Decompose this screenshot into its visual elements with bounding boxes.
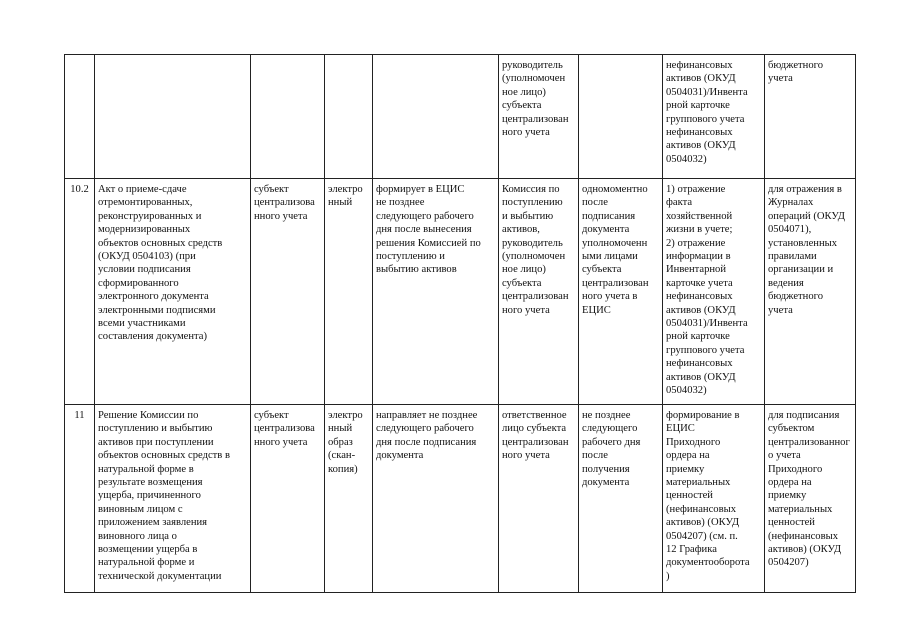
cell-text-line: ущерба, причиненного <box>98 490 201 502</box>
cell-text-line: ордера на <box>666 450 710 462</box>
cell-text-line: образ <box>328 436 353 448</box>
cell-text-line: централизова <box>254 197 315 209</box>
cell-deadline <box>373 55 499 179</box>
cell-purpose <box>765 55 856 179</box>
table-row <box>65 405 856 593</box>
cell-text-line: объектов основных средств в <box>98 450 230 462</box>
cell-text-line: составления документа) <box>98 331 208 343</box>
cell-text-line: следующего рабочего <box>376 210 474 222</box>
cell-text-line: 12 Графика <box>666 544 717 556</box>
cell-text-line: Акт о приеме-сдаче <box>98 184 187 195</box>
cell-text-line: модернизированных <box>98 224 191 236</box>
cell-text-line: централизован <box>502 436 569 448</box>
cell-text-line: активов, <box>502 224 540 236</box>
cell-text-line: (уполномочен <box>502 73 566 85</box>
cell-text-line: ное лицо) <box>502 86 546 98</box>
cell-text-line: лицо субъекта <box>502 423 567 435</box>
cell-text-line: правилами <box>768 251 817 263</box>
cell-text-line: Приходного <box>666 436 721 448</box>
cell-text-line: ведения <box>768 277 804 289</box>
cell-text-line: рной карточке <box>666 331 730 343</box>
cell-text-line: получения <box>582 463 630 475</box>
table-row <box>65 55 856 179</box>
cell-text-line: дня после подписания <box>376 436 477 448</box>
cell-text-line: 0504207) (см. п. <box>666 530 738 542</box>
cell-document <box>95 405 251 593</box>
cell-text-line: дня после вынесения <box>376 224 472 236</box>
cell-text-line: хозяйственной <box>666 210 733 222</box>
cell-text-line: рабочего дня <box>582 436 641 448</box>
cell-text-line: бюджетного <box>768 291 824 303</box>
cell-text-line: централизованног <box>768 436 850 448</box>
cell-text-line: электро <box>328 410 363 421</box>
cell-text-line: натуральной форме и <box>98 557 195 569</box>
cell-text-line: 0504032) <box>666 153 707 165</box>
cell-text-line: формирует в ЕЦИС <box>376 184 465 195</box>
cell-responsible <box>499 405 579 593</box>
cell-format <box>325 405 373 593</box>
cell-text-line: документа <box>376 450 424 462</box>
cell-text-line: ценностей <box>666 490 713 502</box>
cell-text-line: учета <box>768 304 793 316</box>
cell-text-line: Инвентарной <box>666 264 727 276</box>
cell-signing-time <box>579 55 663 179</box>
cell-text-line: централизован <box>502 113 569 125</box>
cell-text-line: приемку <box>768 490 807 502</box>
cell-deadline <box>373 179 499 405</box>
cell-text-line: ЕЦИС <box>666 423 695 435</box>
cell-text-line: ного учета <box>502 304 550 316</box>
cell-text-line: ное лицо) <box>502 264 546 276</box>
cell-text-line: Журналах <box>768 197 814 209</box>
cell-text-line: электро <box>328 184 363 195</box>
cell-text-line: отремонтированных, <box>98 197 193 209</box>
cell-text-line: бюджетного <box>768 60 824 71</box>
cell-text-line: 0504031)/Инвента <box>666 318 748 330</box>
cell-text-line: поступлению <box>502 197 563 209</box>
cell-text-line: централизова <box>254 423 315 435</box>
cell-document <box>95 179 251 405</box>
cell-text-line: материальных <box>768 503 833 515</box>
cell-text-line: централизован <box>502 291 569 303</box>
cell-purpose <box>765 179 856 405</box>
cell-text-line: подписания <box>582 210 636 222</box>
cell-text-line: для подписания <box>768 410 840 421</box>
cell-text-line: нного учета <box>254 436 308 448</box>
cell-processing <box>663 405 765 593</box>
cell-text-line: ) <box>666 570 670 582</box>
cell-text-line: ыми лицами <box>582 251 638 263</box>
cell-text-line: не позднее <box>376 197 425 209</box>
cell-text-line: 0504031)/Инвента <box>666 86 748 98</box>
cell-text-line: возмещении ущерба в <box>98 544 198 556</box>
document-flow-table <box>64 54 856 593</box>
cell-text-line: следующего рабочего <box>376 423 474 435</box>
cell-text-line: 0504071), <box>768 224 812 236</box>
cell-text-line: документооборота <box>666 557 750 569</box>
cell-number: 10.2 <box>65 179 95 405</box>
cell-text-line: приложением заявления <box>98 517 208 529</box>
cell-text-line: электронными подписями <box>98 304 216 316</box>
cell-text-line: формирование в <box>666 410 740 421</box>
cell-text-line: и выбытию <box>502 210 554 222</box>
cell-text-line: уполномоченн <box>582 237 648 249</box>
cell-text-line: субъекта <box>502 100 542 112</box>
cell-text-line: (нефинансовых <box>666 503 737 515</box>
cell-text-line: активов (ОКУД <box>666 371 736 383</box>
cell-text-line: субъекта <box>502 277 542 289</box>
cell-text-line: электронного документа <box>98 291 209 303</box>
cell-text-line: 0504032) <box>666 385 707 397</box>
cell-text-line: ного учета в <box>582 291 638 303</box>
cell-deadline <box>373 405 499 593</box>
cell-text-line: не позднее <box>582 410 631 421</box>
cell-processing <box>663 179 765 405</box>
cell-text-line: нефинансовых <box>666 60 733 71</box>
cell-text-line: приемку <box>666 463 705 475</box>
cell-text-line: объектов основных средств <box>98 237 223 249</box>
cell-processing <box>663 55 765 179</box>
cell-creator <box>251 179 325 405</box>
cell-text-line: группового учета <box>666 113 745 125</box>
cell-text-line: установленных <box>768 237 838 249</box>
cell-text-line: нный <box>328 423 353 435</box>
cell-text-line: нного учета <box>254 210 308 222</box>
cell-text-line: Комиссия по <box>502 184 560 195</box>
cell-text-line: учета <box>768 73 793 85</box>
cell-text-line: поступлению и <box>376 251 445 263</box>
cell-text-line: операций (ОКУД <box>768 210 846 222</box>
cell-text-line: о учета <box>768 450 801 462</box>
cell-text-line: одномоментно <box>582 184 648 195</box>
cell-text-line: технической документации <box>98 570 222 582</box>
cell-text-line: руководитель <box>502 237 563 249</box>
cell-text-line: после <box>582 450 608 462</box>
cell-responsible <box>499 179 579 405</box>
cell-text-line: (ОКУД 0504103) (при <box>98 251 196 263</box>
cell-text-line: для отражения в <box>768 184 842 195</box>
cell-text-line: решения Комиссией по <box>376 237 481 249</box>
cell-text-line: условии подписания <box>98 264 191 276</box>
cell-text-line: информации в <box>666 251 731 263</box>
cell-signing-time <box>579 405 663 593</box>
cell-text-line: организации и <box>768 264 834 276</box>
cell-creator <box>251 55 325 179</box>
cell-text-line: факта <box>666 197 693 209</box>
cell-number: 11 <box>65 405 95 593</box>
cell-text-line: активов (ОКУД <box>666 73 736 85</box>
cell-text-line: карточке учета <box>666 277 733 289</box>
cell-text-line: документа <box>582 477 630 489</box>
cell-format <box>325 179 373 405</box>
cell-text-line: 0504207) <box>768 557 809 569</box>
cell-text-line: активов) (ОКУД <box>666 517 740 529</box>
cell-text-line: жизни в учете; <box>666 224 733 236</box>
cell-text-line: группового учета <box>666 344 745 356</box>
cell-text-line: нный <box>328 197 353 209</box>
cell-signing-time <box>579 179 663 405</box>
cell-text-line: ценностей <box>768 517 815 529</box>
cell-text-line: субъект <box>254 410 289 421</box>
cell-text-line: натуральной форме в <box>98 463 194 475</box>
cell-text-line: активов при поступлении <box>98 436 214 448</box>
cell-text-line: (скан- <box>328 450 356 462</box>
cell-text-line: виновным лицом с <box>98 503 183 515</box>
cell-text-line: нефинансовых <box>666 127 733 139</box>
cell-number <box>65 55 95 179</box>
cell-text-line: Решение Комиссии по <box>98 410 199 421</box>
cell-responsible <box>499 55 579 179</box>
cell-text-line: Приходного <box>768 463 823 475</box>
cell-text-line: всеми участниками <box>98 318 186 330</box>
cell-text-line: после <box>582 197 608 209</box>
cell-text-line: 2) отражение <box>666 237 726 249</box>
cell-text-line: сформированного <box>98 277 179 289</box>
cell-text-line: (уполномочен <box>502 251 566 263</box>
cell-text-line: копия) <box>328 463 358 475</box>
cell-text-line: руководитель <box>502 60 563 71</box>
cell-text-line: централизован <box>582 277 649 289</box>
cell-text-line: документа <box>582 224 630 236</box>
cell-text-line: нефинансовых <box>666 358 733 370</box>
cell-text-line: 1) отражение <box>666 184 726 195</box>
cell-purpose <box>765 405 856 593</box>
cell-text-line: ответственное <box>502 410 567 421</box>
cell-text-line: активов) (ОКУД <box>768 544 842 556</box>
cell-text-line: субъект <box>254 184 289 195</box>
cell-text-line: выбытию активов <box>376 264 457 276</box>
cell-text-line: ордера на <box>768 477 812 489</box>
cell-text-line: рной карточке <box>666 100 730 112</box>
cell-text-line: субъекта <box>582 264 622 276</box>
cell-text-line: направляет не позднее <box>376 410 478 421</box>
cell-text-line: (нефинансовых <box>768 530 839 542</box>
cell-document <box>95 55 251 179</box>
cell-text-line: материальных <box>666 477 731 489</box>
cell-text-line: активов (ОКУД <box>666 140 736 152</box>
cell-text-line: результате возмещения <box>98 477 203 489</box>
table-row <box>65 179 856 405</box>
cell-text-line: субъектом <box>768 423 815 435</box>
cell-text-line: виновного лица о <box>98 530 177 542</box>
cell-creator <box>251 405 325 593</box>
cell-text-line: активов (ОКУД <box>666 304 736 316</box>
cell-text-line: следующего <box>582 423 638 435</box>
cell-format <box>325 55 373 179</box>
cell-text-line: ЕЦИС <box>582 304 611 316</box>
cell-text-line: ного учета <box>502 127 550 139</box>
cell-text-line: поступлению и выбытию <box>98 423 213 435</box>
cell-text-line: нефинансовых <box>666 291 733 303</box>
cell-text-line: реконструированных и <box>98 210 202 222</box>
cell-text-line: ного учета <box>502 450 550 462</box>
